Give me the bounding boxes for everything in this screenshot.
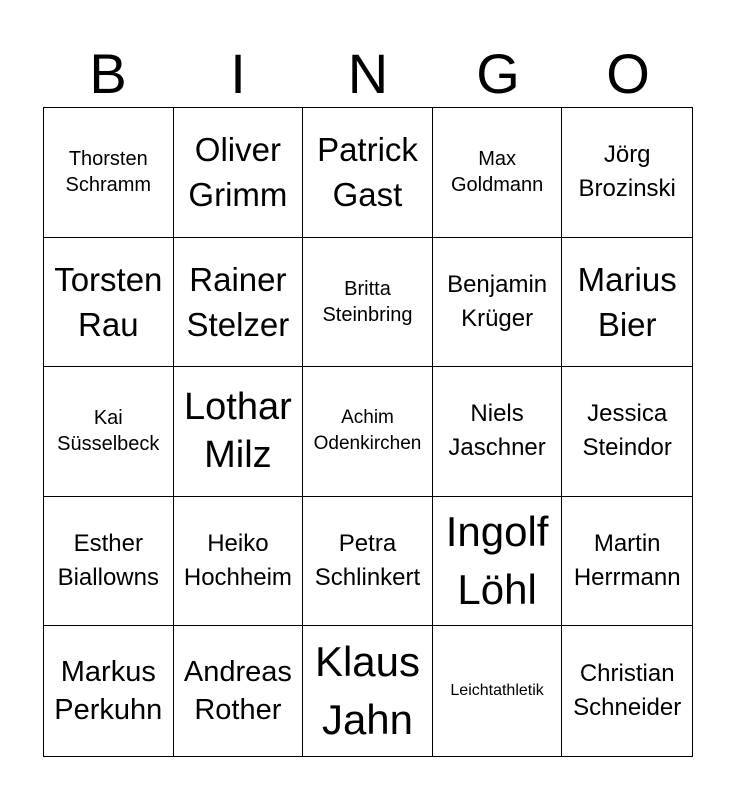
bingo-cell-r4-c4[interactable]: [433, 497, 563, 627]
bingo-cell-text: Britta Steinbring: [322, 277, 413, 326]
bingo-cell-r2-c5[interactable]: [562, 238, 692, 368]
bingo-cell-r4-c3[interactable]: [303, 497, 433, 627]
bingo-cell-r4-c1[interactable]: [44, 497, 174, 627]
bingo-cell-text: Benjamin Krüger: [447, 270, 548, 332]
bingo-cell-r5-c1[interactable]: [44, 626, 174, 756]
bingo-cell-r2-c1[interactable]: [44, 238, 174, 368]
bingo-cell-r5-c3[interactable]: [303, 626, 433, 756]
bingo-cell-text: Martin Herrmann: [573, 530, 681, 592]
header-letter-b: B: [89, 42, 127, 105]
bingo-cell-r2-c3[interactable]: [303, 238, 433, 368]
bingo-cell-text: Klaus Jahn: [314, 638, 421, 744]
bingo-cell-r3-c2[interactable]: [174, 367, 304, 497]
bingo-cell-r5-c2[interactable]: [174, 626, 304, 756]
bingo-cell-text: Leichtathletik: [450, 682, 544, 700]
bingo-cell-text: Andreas Rother: [183, 656, 292, 727]
bingo-cell-r1-c5[interactable]: [562, 108, 692, 238]
bingo-cell-text: Niels Jaschner: [448, 400, 546, 462]
bingo-cell-r3-c5[interactable]: [562, 367, 692, 497]
bingo-cell-text: Patrick Gast: [317, 131, 418, 214]
bingo-cell-r3-c1[interactable]: [44, 367, 174, 497]
bingo-cell-r3-c4[interactable]: [433, 367, 563, 497]
header-letter-g: G: [476, 42, 520, 105]
header-letter-o: O: [606, 42, 650, 105]
bingo-cell-text: Markus Perkuhn: [54, 656, 163, 727]
bingo-cell-r2-c4[interactable]: [433, 238, 563, 368]
bingo-header: [43, 40, 693, 108]
bingo-cell-r5-c5[interactable]: [562, 626, 692, 756]
bingo-cell-r1-c4[interactable]: [433, 108, 563, 238]
bingo-cell-text: Oliver Grimm: [188, 131, 288, 214]
bingo-cell-text: Max Goldmann: [450, 148, 544, 197]
bingo-cell-text: Lothar Milz: [184, 386, 292, 477]
bingo-cell-text: Petra Schlinkert: [314, 530, 421, 592]
bingo-cell-text: Kai Süsselbeck: [57, 407, 160, 456]
bingo-cell-r1-c3[interactable]: [303, 108, 433, 238]
bingo-cell-r5-c4[interactable]: [433, 626, 563, 756]
bingo-cell-text: Rainer Stelzer: [186, 260, 290, 343]
header-letter-n: N: [347, 42, 389, 105]
bingo-cell-text: Esther Biallowns: [57, 530, 159, 592]
bingo-cell-text: Ingolf Löhl: [445, 508, 549, 614]
bingo-cell-text: Thorsten Schramm: [65, 148, 152, 197]
bingo-cell-text: Torsten Rau: [54, 260, 163, 343]
bingo-cell-r1-c1[interactable]: [44, 108, 174, 238]
bingo-cell-r1-c2[interactable]: [174, 108, 304, 238]
bingo-cell-text: Heiko Hochheim: [183, 530, 292, 592]
bingo-cell-text: Christian Schneider: [573, 660, 682, 722]
header-letter-i: I: [230, 42, 246, 105]
bingo-cell-r2-c2[interactable]: [174, 238, 304, 368]
bingo-cell-r4-c2[interactable]: [174, 497, 304, 627]
bingo-board: [43, 107, 693, 757]
bingo-cell-text: Jessica Steindor: [582, 400, 672, 462]
bingo-cell-text: Achim Odenkirchen: [313, 407, 422, 455]
bingo-cell-r4-c5[interactable]: [562, 497, 692, 627]
bingo-cell-text: Marius Bier: [577, 260, 677, 343]
bingo-cell-r3-c3[interactable]: [303, 367, 433, 497]
bingo-cell-text: Jörg Brozinski: [578, 141, 676, 203]
